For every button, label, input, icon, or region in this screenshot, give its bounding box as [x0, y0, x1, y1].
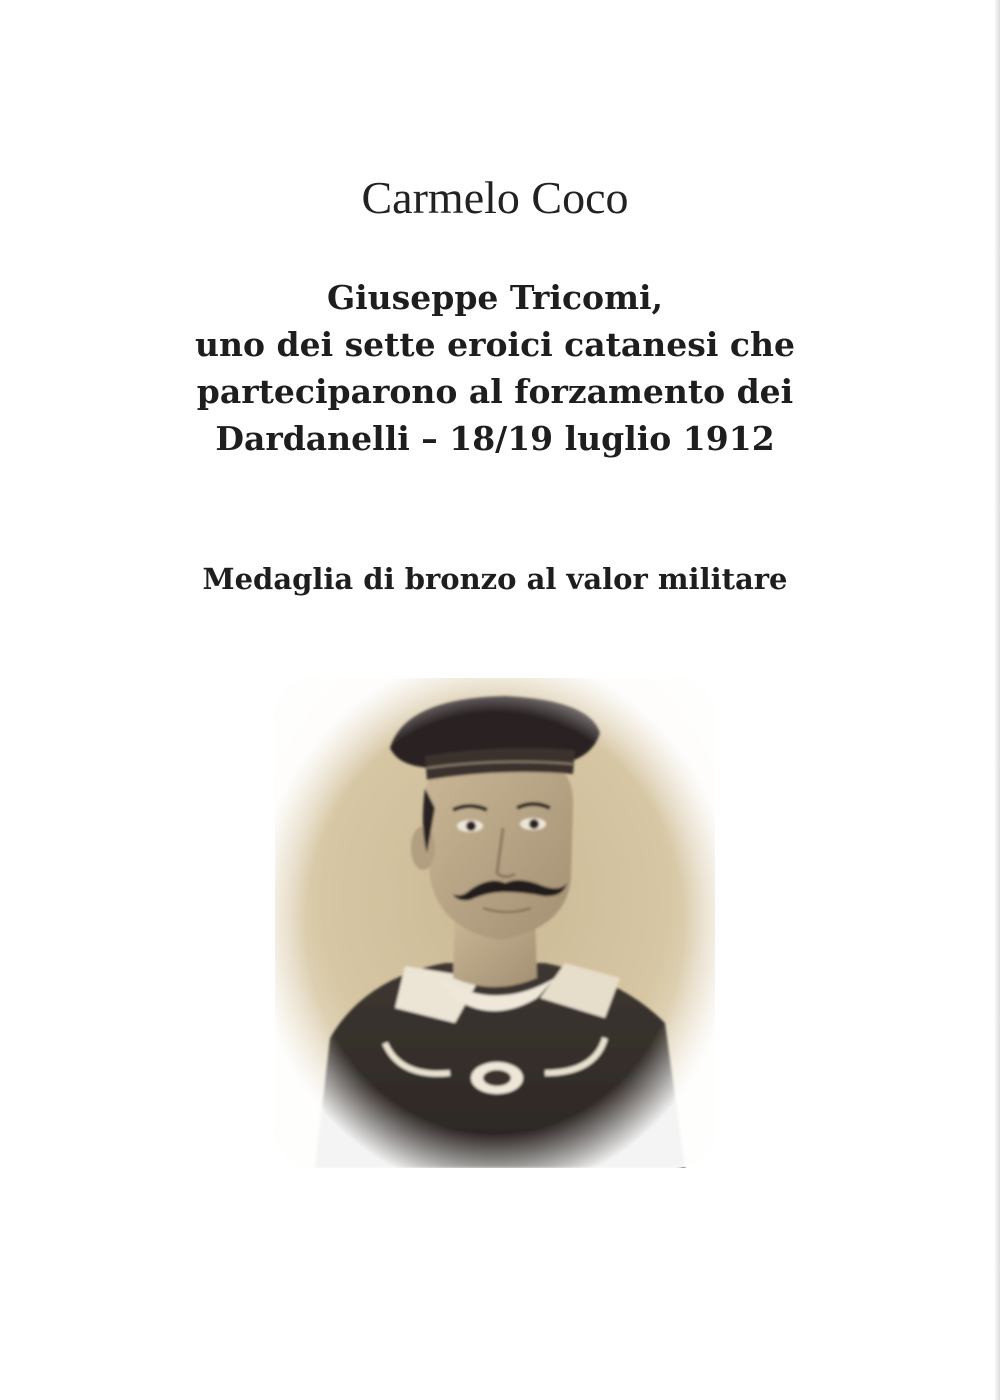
title-line: Giuseppe Tricomi, — [326, 278, 664, 317]
book-subtitle: Medaglia di bronzo al valor militare — [202, 562, 788, 596]
title-line: Dardanelli – 18/19 luglio 1912 — [215, 419, 775, 458]
portrait-photo — [275, 678, 715, 1168]
title-line: parteciparono al forzamento dei — [196, 372, 794, 411]
page-edge-shadow — [994, 0, 1000, 1400]
author-name: Carmelo Coco — [361, 172, 629, 223]
book-title — [0, 274, 990, 462]
title-line: uno dei sette eroici catanesi che — [195, 325, 795, 364]
